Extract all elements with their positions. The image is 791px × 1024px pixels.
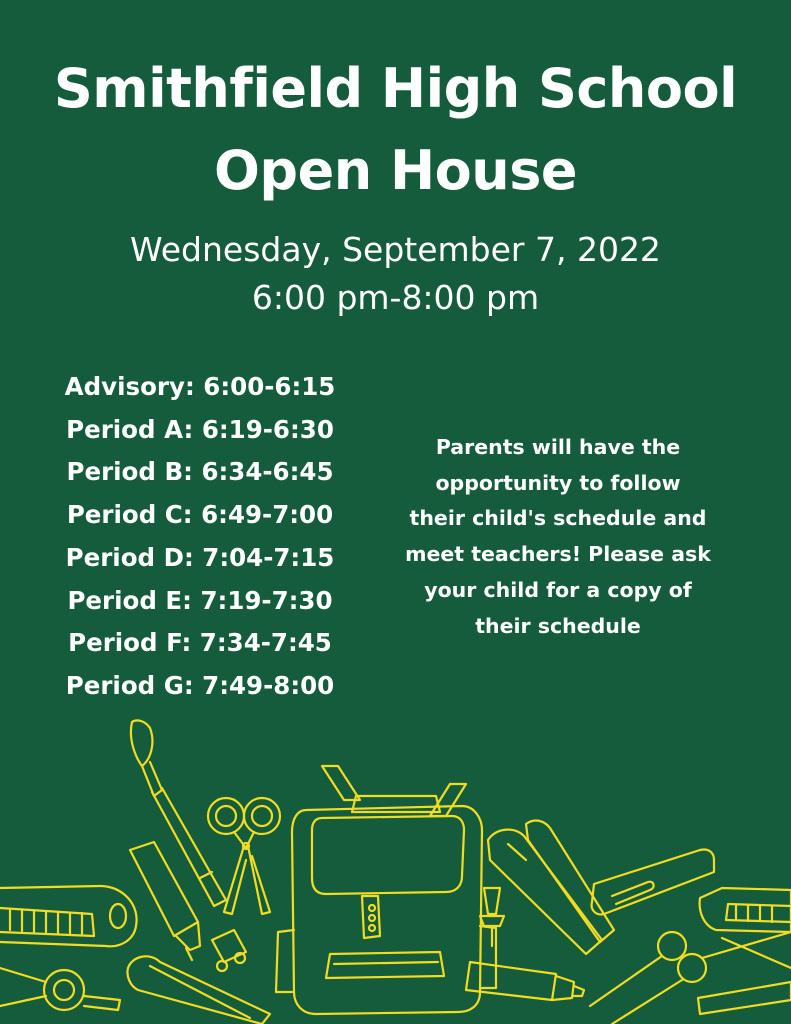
parent-note (392, 430, 724, 644)
event-datetime (0, 226, 791, 322)
binder-clip-icon (212, 930, 246, 971)
box-cutter-icon (0, 886, 137, 946)
note-line: their child's schedule and (409, 506, 707, 531)
event-time: 6:00 pm-8:00 pm (251, 278, 540, 317)
note-line: Parents will have the (435, 435, 681, 459)
title-line-2: Open House (214, 139, 577, 202)
scissors-icon (208, 798, 280, 914)
box-cutter-right-icon (700, 888, 791, 932)
period-schedule (40, 366, 360, 708)
schedule-item-period-a: Period A: 6:19-6:30 (66, 414, 334, 444)
schedule-item-period-b: Period B: 6:34-6:45 (66, 457, 334, 487)
school-supplies-illustration (0, 700, 791, 1024)
highlighter-icon (466, 962, 584, 1000)
schedule-item-period-c: Period C: 6:49-7:00 (66, 500, 334, 530)
event-date: Wednesday, September 7, 2022 (130, 230, 661, 269)
note-line: your child for a copy of (424, 577, 692, 602)
backpack-icon (276, 766, 496, 1014)
push-pin-icon (480, 888, 504, 946)
note-line: meet teachers! Please ask (405, 542, 711, 567)
title-line-1: Smithfield High School (53, 57, 738, 120)
schedule-item-period-e: Period E: 7:19-7:30 (67, 585, 333, 615)
stapler-icon (127, 956, 270, 1024)
schedule-item-advisory: Advisory: 6:00-6:15 (64, 372, 336, 401)
eraser-icon (592, 849, 714, 914)
stapler-right-icon (488, 821, 614, 954)
flyer-title (0, 48, 791, 212)
schedule-item-period-g: Period G: 7:49-8:00 (65, 670, 335, 700)
scissors-right-icon (590, 932, 791, 1024)
pencil-icon (698, 938, 791, 1014)
schedule-item-period-f: Period F: 7:34-7:45 (68, 628, 332, 658)
compass-icon (0, 968, 120, 1010)
schedule-item-period-d: Period D: 7:04-7:15 (65, 542, 335, 572)
note-line: their schedule (475, 613, 641, 638)
note-line: opportunity to follow (435, 470, 681, 495)
